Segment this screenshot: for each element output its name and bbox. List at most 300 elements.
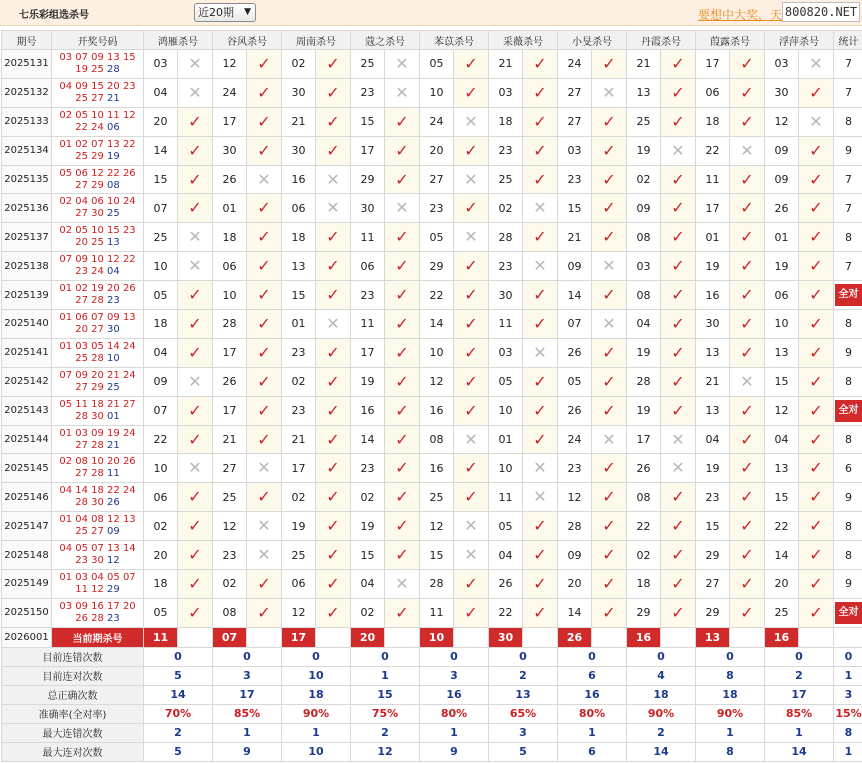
kill-number-cell: 10: [765, 310, 799, 339]
kill-number-cell: 14: [558, 598, 592, 627]
check-icon: ✓: [385, 541, 420, 570]
stats-value: 0: [351, 647, 420, 666]
check-icon: ✓: [592, 454, 627, 483]
check-icon: ✓: [385, 425, 420, 454]
kill-number-cell: 15: [696, 512, 730, 541]
kill-number-cell: 20: [144, 107, 178, 136]
kill-number-cell: 13: [627, 78, 661, 107]
draw-line2: [52, 526, 143, 538]
current-kill-number: 10: [420, 627, 454, 647]
draw-blue-number: 06: [107, 121, 120, 133]
col-header-kill: 蔻之杀号: [351, 31, 420, 50]
check-icon: ✓: [730, 512, 765, 541]
kill-number-cell: 30: [213, 136, 247, 165]
check-icon: ✓: [385, 367, 420, 396]
stats-value: 1: [696, 723, 765, 742]
kill-number-cell: 22: [420, 281, 454, 310]
current-kill-number: 17: [282, 627, 316, 647]
kill-number-cell: 26: [627, 454, 661, 483]
stats-value: 85%: [213, 704, 282, 723]
check-icon: ✓: [316, 367, 351, 396]
check-icon: ✓: [316, 512, 351, 541]
check-icon: ✓: [316, 107, 351, 136]
kill-number-cell: 25: [213, 483, 247, 512]
stats-value: 14: [144, 685, 213, 704]
count-cell: 7: [834, 50, 862, 79]
period-cell: 2025145: [2, 454, 52, 483]
kill-number-cell: 10: [420, 78, 454, 107]
draw-line2: [52, 64, 143, 76]
stats-label: 最大连错次数: [2, 723, 144, 742]
kill-number-cell: 30: [765, 78, 799, 107]
kill-number-cell: 23: [351, 78, 385, 107]
kill-number-cell: 12: [420, 367, 454, 396]
col-header-kill: 小旻杀号: [558, 31, 627, 50]
check-icon: ✓: [385, 223, 420, 252]
draw-red-line1: 02 05 10 11 12: [59, 109, 136, 121]
kill-number-cell: 06: [213, 252, 247, 281]
kill-number-cell: 04: [144, 338, 178, 367]
table-row: [2, 136, 862, 165]
table-row: [2, 598, 862, 627]
check-icon: ✓: [454, 454, 489, 483]
draw-red-line2: 25 27: [75, 92, 104, 104]
check-icon: ✓: [799, 425, 834, 454]
kill-number-cell: 30: [696, 310, 730, 339]
check-icon: ✓: [730, 281, 765, 310]
draw-red-line1: 02 08 10 20 26: [59, 456, 136, 468]
check-icon: ✓: [454, 78, 489, 107]
stats-row: [2, 723, 862, 742]
check-icon: ✓: [661, 281, 696, 310]
check-icon: ✓: [247, 598, 282, 627]
kill-number-cell: 04: [144, 78, 178, 107]
cross-icon: ✕: [592, 310, 627, 339]
table-body: [2, 50, 862, 762]
kill-number-cell: 10: [489, 454, 523, 483]
stats-value: 14: [765, 742, 834, 761]
kill-number-cell: 20: [144, 541, 178, 570]
kill-number-cell: 03: [144, 50, 178, 79]
check-icon: ✓: [730, 396, 765, 425]
kill-number-cell: 02: [282, 50, 316, 79]
top-bar: [0, 0, 862, 26]
kill-number-cell: 25: [144, 223, 178, 252]
check-icon: ✓: [178, 194, 213, 223]
check-icon: ✓: [730, 598, 765, 627]
cross-icon: ✕: [523, 454, 558, 483]
count-cell: [834, 281, 862, 310]
count-cell: [834, 598, 862, 627]
kill-number-cell: 18: [696, 107, 730, 136]
kill-number-cell: 27: [420, 165, 454, 194]
kill-number-cell: 25: [282, 541, 316, 570]
check-icon: ✓: [523, 107, 558, 136]
count-cell: 9: [834, 570, 862, 599]
check-icon: ✓: [178, 338, 213, 367]
check-icon: ✓: [316, 454, 351, 483]
promo-link[interactable]: 要想中大奖，天: [698, 8, 783, 22]
cross-icon: ✕: [454, 223, 489, 252]
draw-red-line1: 03 07 09 13 15: [59, 51, 136, 63]
kill-number-cell: 12: [213, 512, 247, 541]
stats-value: 18: [696, 685, 765, 704]
current-kill-number: 11: [144, 627, 178, 647]
check-icon: ✓: [385, 107, 420, 136]
check-icon: ✓: [247, 136, 282, 165]
check-icon: ✓: [730, 338, 765, 367]
check-icon: ✓: [523, 570, 558, 599]
stats-row: [2, 704, 862, 723]
check-icon: ✓: [178, 310, 213, 339]
draw-blue-number: 28: [107, 63, 120, 75]
cross-icon: ✕: [316, 194, 351, 223]
table-row: [2, 223, 862, 252]
empty-cell: [661, 627, 696, 647]
table-row: [2, 281, 862, 310]
draw-line2: [52, 122, 143, 134]
kill-number-cell: 01: [696, 223, 730, 252]
draw-red-line2: 27 28: [75, 439, 104, 451]
check-icon: ✓: [592, 50, 627, 79]
kill-number-cell: 15: [282, 281, 316, 310]
stats-value: 12: [351, 742, 420, 761]
stats-value: 16: [558, 685, 627, 704]
stats-value: 85%: [765, 704, 834, 723]
check-icon: ✓: [316, 598, 351, 627]
draw-red-line2: 28 30: [75, 497, 104, 509]
check-icon: ✓: [730, 454, 765, 483]
check-icon: ✓: [730, 483, 765, 512]
draw-red-line2: 20 25: [75, 237, 104, 249]
count-cell: 9: [834, 483, 862, 512]
cross-icon: ✕: [592, 252, 627, 281]
check-icon: ✓: [316, 396, 351, 425]
kill-number-cell: 17: [351, 136, 385, 165]
kill-number-cell: 21: [213, 425, 247, 454]
empty-cell: [178, 627, 213, 647]
check-icon: ✓: [523, 50, 558, 79]
period-cell: 2025139: [2, 281, 52, 310]
draw-blue-number: 08: [107, 179, 120, 191]
check-icon: ✓: [592, 483, 627, 512]
draw-blue-number: 13: [107, 237, 120, 249]
table-row: [2, 194, 862, 223]
draw-numbers-cell: [52, 136, 144, 165]
draw-numbers-cell: [52, 338, 144, 367]
draw-blue-number: 04: [107, 266, 120, 278]
kill-number-cell: 19: [627, 136, 661, 165]
kill-number-cell: 10: [144, 252, 178, 281]
kill-number-cell: 03: [489, 78, 523, 107]
draw-blue-number: 21: [107, 439, 120, 451]
check-icon: ✓: [523, 512, 558, 541]
col-header-kill: 苯苡杀号: [420, 31, 489, 50]
kill-number-cell: 14: [765, 541, 799, 570]
period-cell: 2025134: [2, 136, 52, 165]
kill-number-cell: 12: [558, 483, 592, 512]
count-cell: 9: [834, 136, 862, 165]
draw-line2: [52, 208, 143, 220]
current-period-cell: 2026001: [2, 627, 52, 647]
kill-number-cell: 09: [558, 252, 592, 281]
kill-number-cell: 04: [765, 425, 799, 454]
kill-number-cell: 08: [627, 223, 661, 252]
current-kill-label: 当前期杀号: [52, 627, 144, 647]
kill-number-cell: 13: [696, 396, 730, 425]
stats-value: 15: [351, 685, 420, 704]
kill-number-cell: 09: [144, 367, 178, 396]
count-cell: 7: [834, 194, 862, 223]
kill-number-cell: 06: [696, 78, 730, 107]
draw-line2: [52, 613, 143, 625]
period-cell: 2025143: [2, 396, 52, 425]
kill-number-cell: 23: [213, 541, 247, 570]
check-icon: ✓: [454, 281, 489, 310]
stats-value: 1: [420, 723, 489, 742]
check-icon: ✓: [523, 165, 558, 194]
check-icon: ✓: [523, 425, 558, 454]
check-icon: ✓: [592, 136, 627, 165]
draw-numbers-cell: [52, 367, 144, 396]
kill-number-cell: 16: [420, 454, 454, 483]
kill-number-cell: 02: [627, 541, 661, 570]
period-cell: 2025133: [2, 107, 52, 136]
check-icon: ✓: [730, 425, 765, 454]
draw-line2: [52, 497, 143, 509]
cross-icon: ✕: [799, 50, 834, 79]
period-select[interactable]: [194, 3, 256, 22]
check-icon: ✓: [799, 78, 834, 107]
check-icon: ✓: [316, 50, 351, 79]
stats-label: 总正确次数: [2, 685, 144, 704]
check-icon: ✓: [592, 512, 627, 541]
kill-number-cell: 25: [627, 107, 661, 136]
stats-value: 0: [420, 647, 489, 666]
cross-icon: ✕: [385, 50, 420, 79]
check-icon: ✓: [799, 454, 834, 483]
kill-number-cell: 23: [489, 252, 523, 281]
kill-number-cell: 25: [351, 50, 385, 79]
draw-blue-number: 23: [107, 295, 120, 307]
cross-icon: ✕: [178, 367, 213, 396]
cross-icon: ✕: [661, 425, 696, 454]
stats-row: [2, 685, 862, 704]
kill-number-cell: 02: [213, 570, 247, 599]
stats-value: 6: [558, 666, 627, 685]
stats-value: 4: [627, 666, 696, 685]
draw-red-line1: 04 05 07 13 14: [59, 543, 136, 555]
stats-value: 1: [765, 723, 834, 742]
kill-number-cell: 11: [351, 223, 385, 252]
stats-label: 目前连对次数: [2, 666, 144, 685]
kill-number-cell: 01: [765, 223, 799, 252]
kill-number-cell: 07: [558, 310, 592, 339]
check-icon: ✓: [523, 78, 558, 107]
kill-number-cell: 21: [489, 50, 523, 79]
kill-number-cell: 22: [144, 425, 178, 454]
current-period-row: [2, 627, 862, 647]
draw-red-line1: 01 02 07 13 22: [59, 138, 136, 150]
kill-number-cell: 05: [489, 367, 523, 396]
stats-value: 1: [834, 666, 862, 685]
check-icon: ✓: [592, 107, 627, 136]
cross-icon: ✕: [454, 541, 489, 570]
kill-number-cell: 23: [489, 136, 523, 165]
check-icon: ✓: [247, 483, 282, 512]
kill-number-cell: 25: [765, 598, 799, 627]
kill-number-cell: 08: [627, 281, 661, 310]
count-cell: 6: [834, 454, 862, 483]
stats-value: 90%: [282, 704, 351, 723]
kill-number-cell: 10: [420, 338, 454, 367]
kill-number-cell: 06: [351, 252, 385, 281]
check-icon: ✓: [661, 598, 696, 627]
col-header-period: 期号: [2, 31, 52, 50]
empty-cell: [592, 627, 627, 647]
draw-numbers-cell: [52, 598, 144, 627]
draw-red-line1: 05 06 12 22 26: [59, 167, 136, 179]
draw-red-line2: 26 28: [75, 612, 104, 624]
chevron-down-icon: ▼: [244, 7, 251, 17]
draw-line2: [52, 555, 143, 567]
cross-icon: ✕: [799, 107, 834, 136]
draw-red-line1: 01 03 04 05 07: [59, 571, 136, 583]
cross-icon: ✕: [178, 223, 213, 252]
stats-value: 2: [627, 723, 696, 742]
check-icon: ✓: [592, 194, 627, 223]
draw-red-line2: 19 25: [75, 63, 104, 75]
current-kill-number: 30: [489, 627, 523, 647]
kill-number-cell: 25: [489, 165, 523, 194]
check-icon: ✓: [247, 50, 282, 79]
current-kill-number: 16: [765, 627, 799, 647]
draw-red-line1: 04 14 18 22 24: [59, 485, 136, 497]
stats-value: 0: [834, 647, 862, 666]
kill-number-cell: 14: [420, 310, 454, 339]
cross-icon: ✕: [454, 512, 489, 541]
kill-number-cell: 29: [420, 252, 454, 281]
check-icon: ✓: [523, 281, 558, 310]
check-icon: ✓: [661, 541, 696, 570]
draw-red-line1: 01 04 08 12 13: [59, 514, 136, 526]
count-cell: 8: [834, 367, 862, 396]
count-cell: 8: [834, 310, 862, 339]
check-icon: ✓: [385, 598, 420, 627]
check-icon: ✓: [730, 541, 765, 570]
kill-number-cell: 23: [696, 483, 730, 512]
kill-number-cell: 17: [696, 50, 730, 79]
all-correct-badge: 全对: [835, 602, 862, 624]
all-correct-badge: 全对: [835, 400, 862, 422]
check-icon: ✓: [247, 310, 282, 339]
kill-number-cell: 17: [351, 338, 385, 367]
kill-number-cell: 02: [282, 483, 316, 512]
stats-value: 1: [213, 723, 282, 742]
kill-number-cell: 21: [282, 425, 316, 454]
check-icon: ✓: [799, 223, 834, 252]
kill-number-cell: 22: [627, 512, 661, 541]
draw-line2: [52, 468, 143, 480]
kill-number-cell: 15: [351, 541, 385, 570]
cross-icon: ✕: [316, 310, 351, 339]
draw-blue-number: 01: [107, 410, 120, 422]
kill-number-cell: 05: [558, 367, 592, 396]
kill-number-cell: 26: [558, 338, 592, 367]
stats-value: 80%: [558, 704, 627, 723]
current-kill-number: 16: [627, 627, 661, 647]
draw-blue-number: 23: [107, 612, 120, 624]
kill-number-cell: 06: [282, 194, 316, 223]
kill-number-cell: 14: [351, 425, 385, 454]
check-icon: ✓: [661, 165, 696, 194]
count-cell: 9: [834, 338, 862, 367]
count-cell: 7: [834, 252, 862, 281]
table-row: [2, 454, 862, 483]
period-cell: 2025140: [2, 310, 52, 339]
cross-icon: ✕: [523, 338, 558, 367]
check-icon: ✓: [523, 136, 558, 165]
stats-row: [2, 666, 862, 685]
kill-number-cell: 17: [696, 194, 730, 223]
count-cell: 7: [834, 78, 862, 107]
stats-label: 目前连错次数: [2, 647, 144, 666]
kill-number-cell: 30: [282, 78, 316, 107]
table-row: [2, 483, 862, 512]
kill-number-cell: 11: [351, 310, 385, 339]
kill-number-cell: 19: [696, 454, 730, 483]
check-icon: ✓: [730, 107, 765, 136]
count-cell: 8: [834, 425, 862, 454]
check-icon: ✓: [730, 252, 765, 281]
kill-number-cell: 28: [489, 223, 523, 252]
kill-number-cell: 12: [213, 50, 247, 79]
kill-number-cell: 05: [144, 281, 178, 310]
kill-number-cell: 11: [420, 598, 454, 627]
kill-number-cell: 05: [420, 223, 454, 252]
table-row: [2, 396, 862, 425]
stats-value: 0: [213, 647, 282, 666]
check-icon: ✓: [385, 483, 420, 512]
kill-number-cell: 18: [144, 310, 178, 339]
kill-number-cell: 12: [765, 396, 799, 425]
draw-red-line1: 07 09 10 12 22: [59, 254, 136, 266]
check-icon: ✓: [523, 223, 558, 252]
kill-number-cell: 04: [351, 570, 385, 599]
check-icon: ✓: [799, 281, 834, 310]
period-cell: 2025150: [2, 598, 52, 627]
stats-value: 18: [282, 685, 351, 704]
col-header-count: 统计: [834, 31, 862, 50]
kill-number-cell: 18: [282, 223, 316, 252]
empty-cell: [247, 627, 282, 647]
kill-number-cell: 03: [489, 338, 523, 367]
kill-number-cell: 23: [351, 281, 385, 310]
cross-icon: ✕: [592, 78, 627, 107]
kill-number-cell: 26: [213, 367, 247, 396]
check-icon: ✓: [730, 310, 765, 339]
kill-number-cell: 01: [213, 194, 247, 223]
draw-numbers-cell: [52, 396, 144, 425]
draw-numbers-cell: [52, 425, 144, 454]
kill-number-cell: 30: [282, 136, 316, 165]
kill-number-cell: 09: [765, 136, 799, 165]
table-row: [2, 310, 862, 339]
table-row: [2, 512, 862, 541]
stats-row: [2, 647, 862, 666]
check-icon: ✓: [661, 50, 696, 79]
kill-number-cell: 16: [420, 396, 454, 425]
